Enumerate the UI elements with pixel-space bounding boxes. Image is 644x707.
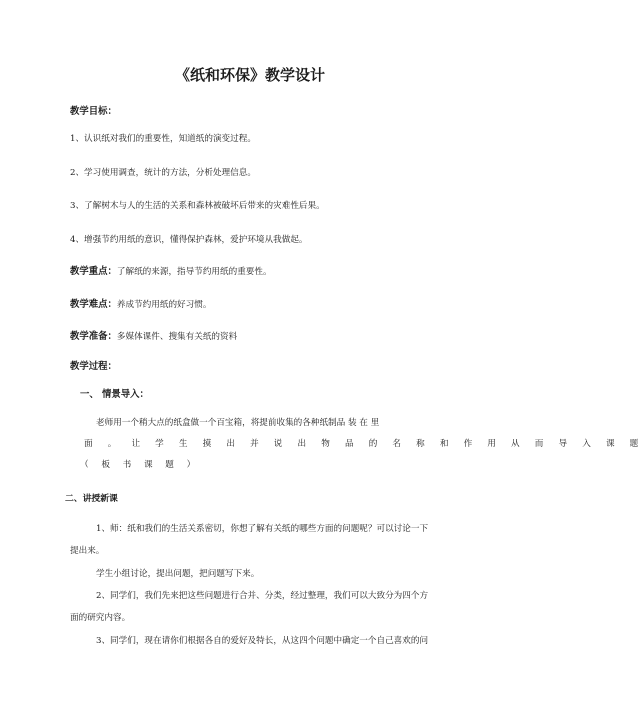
section2-line-2: 提出来。 — [70, 546, 105, 556]
section1-line-2: 面 。 让 学 生 摸 出 并 说 出 物 品 的 名 称 和 作 用 从 而 导 入 课 题 — [84, 439, 644, 449]
section1-title: 一、 情景导入： — [80, 389, 149, 400]
objective-item-1: 1、认识纸对我们的重要性，知道纸的演变过程。 — [70, 134, 256, 144]
objectives-heading: 教学目标： — [70, 106, 117, 117]
section1-line-3: （ 板 书 课 题 ） — [80, 460, 201, 470]
section2-title: 二、讲授新课 — [65, 494, 118, 504]
key-point-label: 教学重点： — [70, 266, 117, 277]
section1-line-1: 老师用一个稍大点的纸盒做一个百宝箱，将提前收集的各种纸制品 装 在 里 — [96, 418, 380, 428]
section2-line-6: 3、同学们，现在请你们根据各自的爱好及特长，从这四个问题中确定一个自己喜欢的问 — [96, 636, 429, 646]
difficulty-label: 教学难点： — [70, 299, 117, 310]
objective-item-2: 2、学习使用调查，统计的方法，分析处理信息。 — [70, 168, 256, 178]
difficulty — [70, 296, 436, 310]
difficulty-text: 养成节约用纸的好习惯。 — [116, 300, 212, 310]
key-point-text: 了解纸的来源，指导节约用纸的重要性。 — [116, 267, 272, 277]
process-heading: 教学过程： — [70, 361, 117, 372]
section2-line-1: 1、师：纸和我们的生活关系密切，你想了解有关纸的哪些方面的问题呢？可以讨论一下 — [96, 524, 429, 534]
page-title: 《纸和环保》教学设计 — [174, 66, 325, 84]
objective-item-3: 3、了解树木与人的生活的关系和森林被破坏后带来的灾难性后果。 — [70, 201, 325, 211]
preparation — [70, 328, 436, 342]
section2-line-5: 面的研究内容。 — [70, 613, 131, 623]
preparation-label: 教学准备： — [70, 331, 117, 342]
preparation-text: 多媒体课件、搜集有关纸的资料 — [116, 332, 238, 342]
section2-line-4: 2、同学们，我们先来把这些问题进行合并、分类，经过整理，我们可以大致分为四个方 — [96, 591, 429, 601]
objective-item-4: 4、增强节约用纸的意识，懂得保护森林，爱护环境从我做起。 — [70, 235, 308, 245]
key-point — [70, 263, 436, 277]
section2-line-3: 学生小组讨论，提出问题，把问题写下来。 — [96, 569, 260, 579]
